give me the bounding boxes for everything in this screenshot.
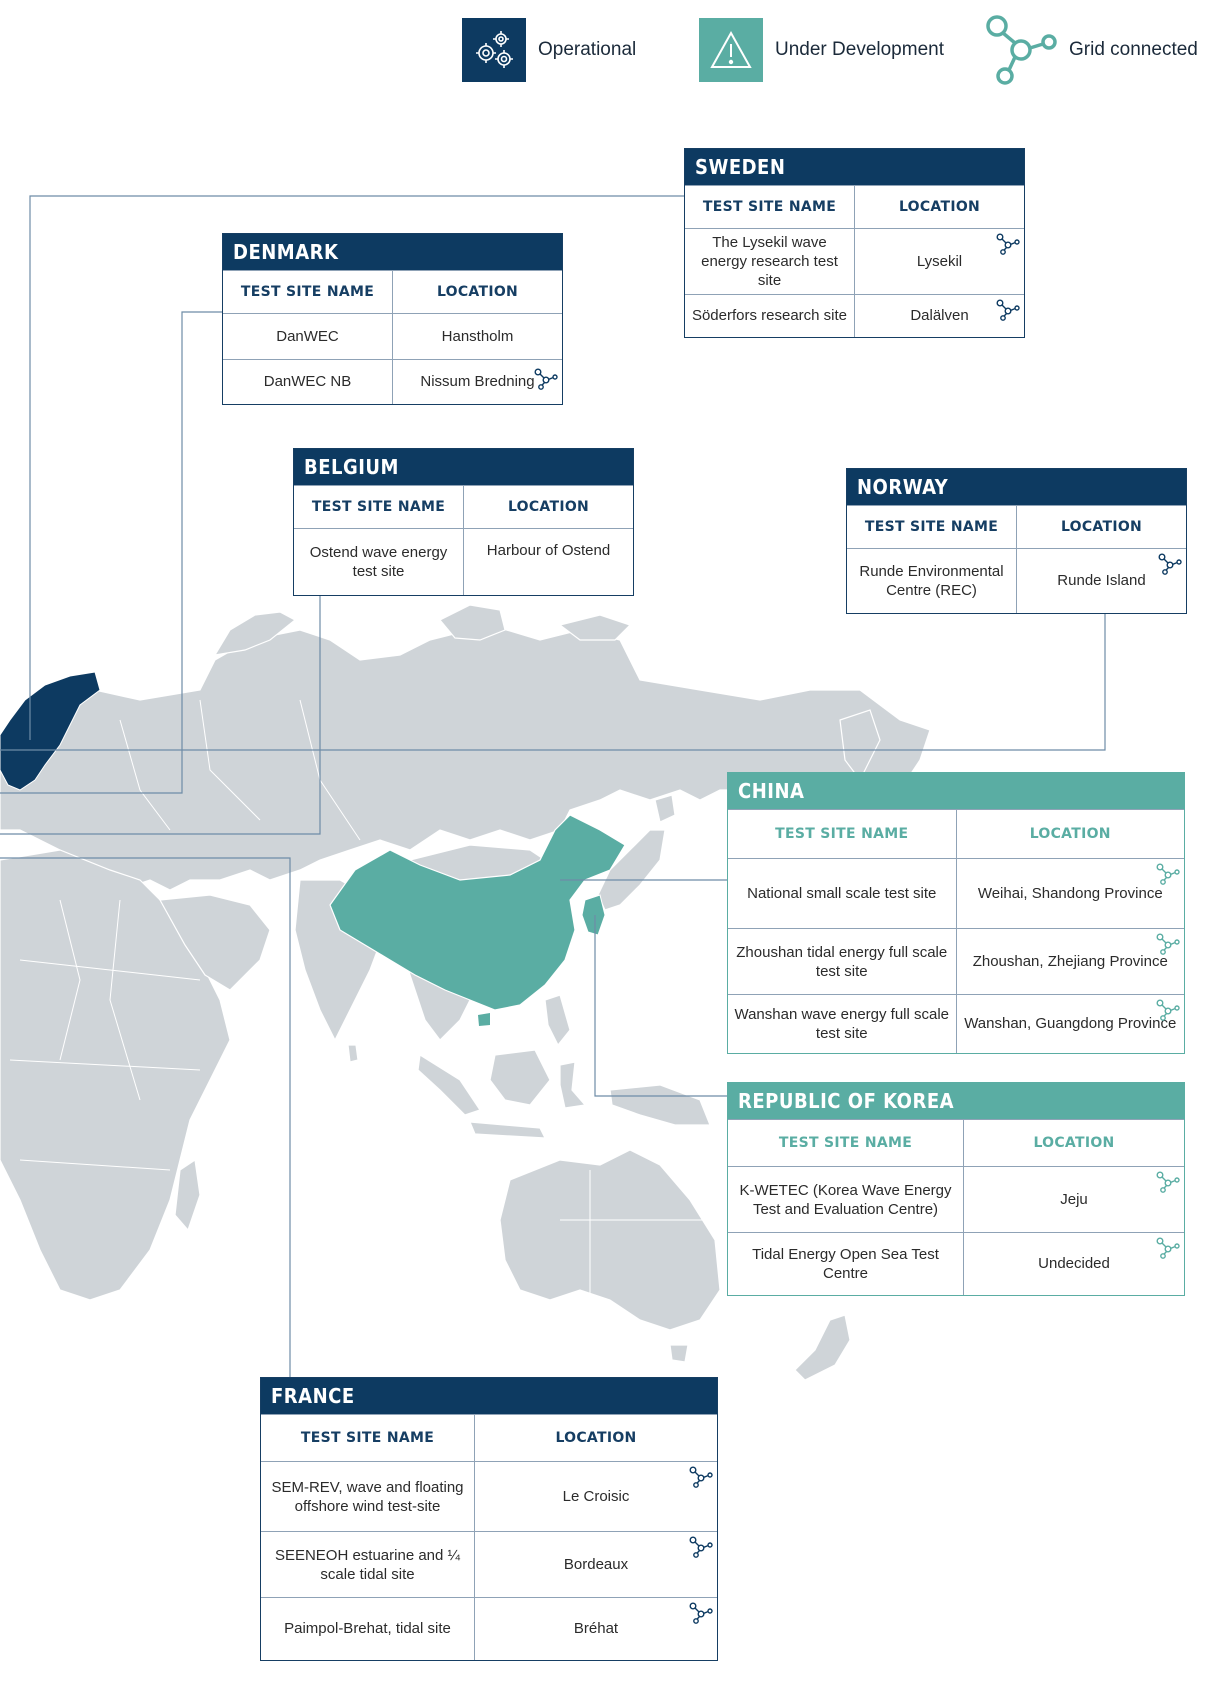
col-header-site: TEST SITE NAME [847,506,1017,549]
col-header-site: TEST SITE NAME [728,1120,964,1167]
table-row [223,360,562,404]
table-row [223,314,562,360]
table-row [728,859,1184,929]
site-table [294,485,633,595]
site-table [223,270,562,404]
site-location: Nissum Bredning [393,360,563,404]
site-name: Tidal Energy Open Sea Test Centre [728,1233,964,1295]
site-location: Bréhat [475,1598,718,1660]
table-row [728,1233,1184,1295]
country-table-france [260,1377,718,1661]
site-location: Undecided [964,1233,1185,1295]
site-name: Paimpol-Brehat, tidal site [261,1598,475,1660]
country-title: CHINA [728,773,1184,809]
grid-connected-icon [996,299,1020,326]
table-row [261,1532,717,1598]
col-header-site: TEST SITE NAME [294,486,464,529]
grid-connected-icon [1158,553,1182,580]
site-name: Wanshan wave energy full scale test site [728,995,956,1053]
site-name: DanWEC [223,314,393,360]
connector-korea [595,915,727,1096]
site-location: Le Croisic [475,1462,718,1532]
grid-connected-icon [1156,933,1180,960]
site-name: SEM-REV, wave and floating offshore wind test-site [261,1462,475,1532]
table-row [294,529,633,595]
table-row [728,929,1184,995]
map-region-new-zealand [795,1315,850,1380]
map-region-new-guinea [610,1085,710,1125]
country-table-china [727,772,1185,1054]
site-table [685,185,1024,337]
country-title: BELGIUM [294,449,633,485]
table-row [728,995,1184,1053]
site-location: Weihai, Shandong Province [956,859,1184,929]
map-region-philippines [545,995,570,1045]
country-title: FRANCE [261,1378,717,1414]
site-name: Zhoushan tidal energy full scale test site [728,929,956,995]
legend-grid-connected [985,14,1198,86]
grid-connected-icon [1156,1237,1180,1264]
site-location: Dalälven [855,295,1025,337]
table-row [261,1462,717,1532]
legend-under-development-label: Under Development [775,39,944,60]
country-table-belgium [293,448,634,596]
grid-connected-icon [689,1536,713,1563]
col-header-site: TEST SITE NAME [728,810,956,859]
table-row [728,1167,1184,1233]
country-title: REPUBLIC OF KOREA [728,1083,1184,1119]
col-header-location: LOCATION [393,271,563,314]
country-title: SWEDEN [685,149,1024,185]
site-location: Hanstholm [393,314,563,360]
site-name: Ostend wave energy test site [294,529,464,595]
site-location: Bordeaux [475,1532,718,1598]
col-header-location: LOCATION [956,810,1184,859]
map-region-java [470,1122,545,1138]
col-header-location: LOCATION [964,1120,1185,1167]
legend-operational [462,18,636,82]
table-row [847,549,1186,613]
map-region-china [330,815,625,1010]
map-region-hainan [478,1013,490,1026]
col-header-location: LOCATION [855,186,1025,229]
grid-connected-icon [689,1602,713,1629]
site-name: K-WETEC (Korea Wave Energy Test and Evaluation Centre) [728,1167,964,1233]
grid-connected-icon [1156,863,1180,890]
site-table [261,1414,717,1660]
site-location: Zhoushan, Zhejiang Province [956,929,1184,995]
site-location: Lysekil [855,229,1025,295]
site-table [728,1119,1184,1295]
site-location: Runde Island [1017,549,1187,613]
site-table [847,505,1186,613]
country-table-korea [727,1082,1185,1296]
grid-connected-icon [534,368,558,395]
site-location: Harbour of Ostend [464,529,634,595]
country-title: DENMARK [223,234,562,270]
grid-connected-icon [1156,999,1180,1026]
table-row [261,1598,717,1660]
map-region-madagascar [175,1160,200,1230]
site-name: Runde Environmental Centre (REC) [847,549,1017,613]
warning-icon [699,18,763,82]
site-name: SEENEOH estuarine and ¼ scale tidal site [261,1532,475,1598]
site-name: National small scale test site [728,859,956,929]
col-header-site: TEST SITE NAME [223,271,393,314]
country-title: NORWAY [847,469,1186,505]
country-table-denmark [222,233,563,405]
legend-grid-connected-label: Grid connected [1069,39,1198,60]
site-name: The Lysekil wave energy research test site [685,229,855,295]
site-name: Söderfors research site [685,295,855,337]
site-location: Jeju [964,1167,1185,1233]
map-region-sulawesi [560,1062,585,1108]
table-row [685,295,1024,337]
country-table-sweden [684,148,1025,338]
col-header-site: TEST SITE NAME [261,1415,475,1462]
col-header-site: TEST SITE NAME [685,186,855,229]
site-table [728,809,1184,1053]
site-location: Wanshan, Guangdong Province [956,995,1184,1053]
map-region-australia [500,1150,720,1330]
map-region-tasmania [670,1345,688,1362]
legend-operational-label: Operational [538,39,637,60]
col-header-location: LOCATION [464,486,634,529]
grid-connected-icon [996,233,1020,260]
country-table-norway [846,468,1187,614]
map-region-korea [582,895,605,935]
map-region-hokkaido [655,795,675,822]
grid-connected-icon [689,1466,713,1493]
map-region-sri-lanka [348,1045,358,1062]
grid-connected-icon [1156,1171,1180,1198]
network-icon [985,14,1059,86]
legend-under-development [699,18,944,82]
col-header-location: LOCATION [1017,506,1187,549]
map-region-sumatra [418,1055,480,1115]
gears-icon [462,18,526,82]
site-name: DanWEC NB [223,360,393,404]
table-row [685,229,1024,295]
col-header-location: LOCATION [475,1415,718,1462]
map-region-borneo [490,1050,550,1105]
